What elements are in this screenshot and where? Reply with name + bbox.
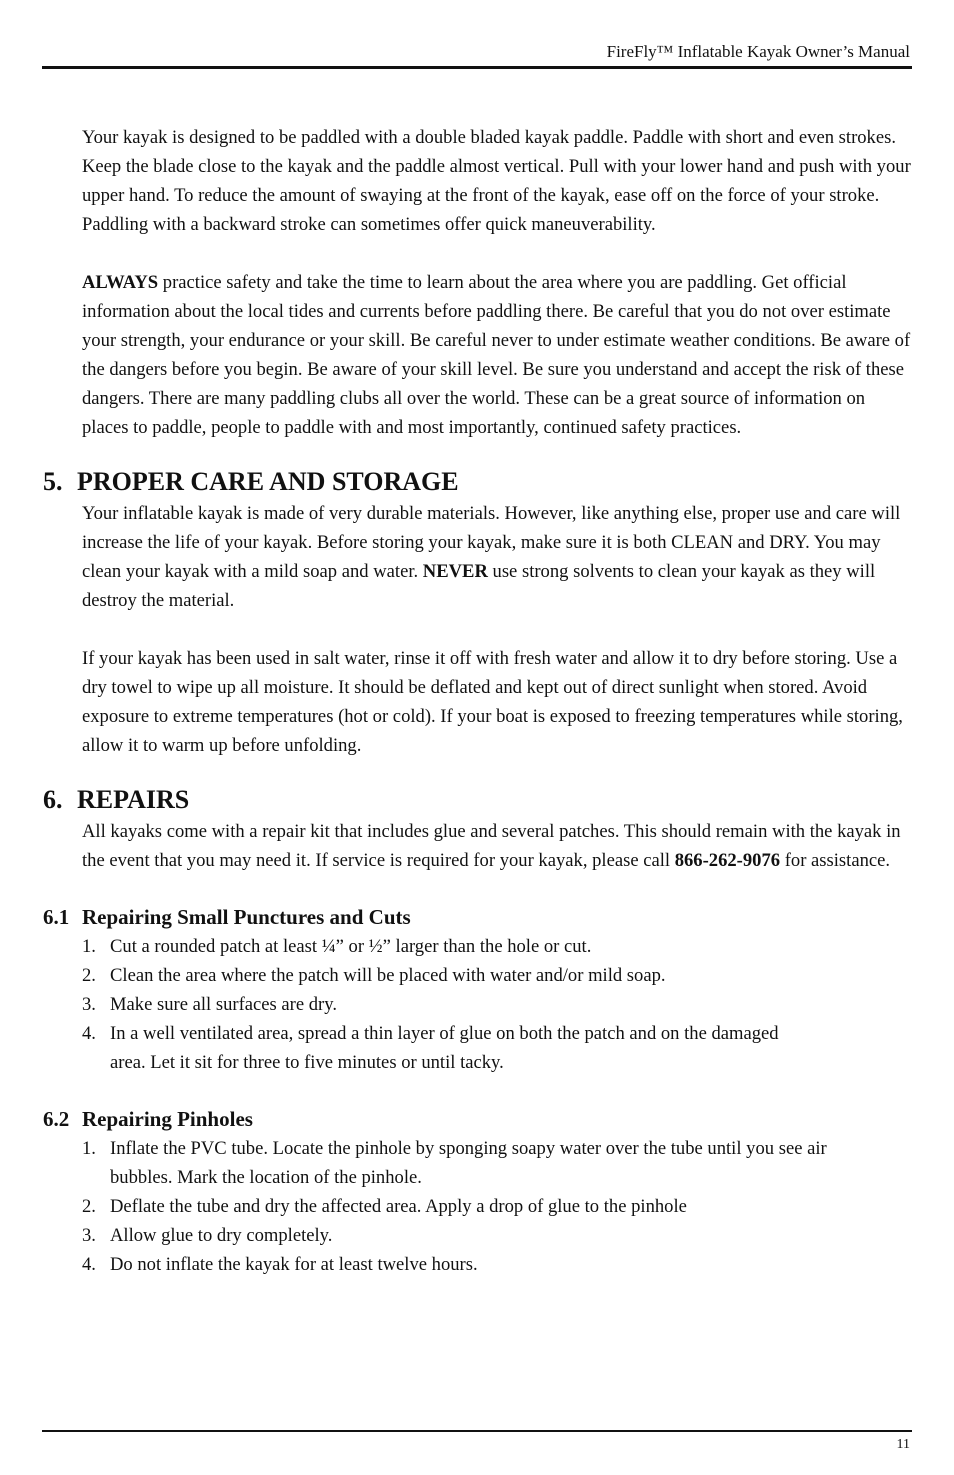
list-item-number: 3. [82,1225,96,1246]
list-item [82,1134,914,1192]
service-phone: 866-262-9076 [674,850,781,871]
page-content [43,123,914,1279]
list-item [82,932,914,961]
always-emphasis: ALWAYS [82,272,159,293]
section-6-2-title: Repairing Pinholes [82,1107,253,1131]
section-6-1-title: Repairing Small Punctures and Cuts [82,905,411,929]
list-item-text: Deflate the tube and dry the affected area. Apply a drop of glue to the pinhole [110,1196,687,1217]
list-item-number: 1. [82,1138,96,1159]
list-item-number: 4. [82,1023,96,1044]
never-emphasis: NEVER [422,561,488,582]
page-number: 11 [896,1437,910,1452]
storage-paragraph: If your kayak has been used in salt water, rinse it off with fresh water and allow it to dry before storing. Use a dry towel to wipe up all moisture. It should be deflated and kept out of direct sunlight when stored. Avoid exposure to extreme temperatures (hot or cold). If your boat is exposed to freezing temperatures while storing, allow it to warm up before unfolding. [82,648,903,756]
list-item-number: 4. [82,1254,96,1275]
list-item [82,990,914,1019]
repairs-paragraph [82,817,914,875]
page-header-title: FireFly™ Inflatable Kayak Owner’s Manual [606,42,910,61]
section-5-number: 5. [43,467,63,496]
list-item-text: Make sure all surfaces are dry. [110,994,337,1015]
footer-rule [42,1430,912,1432]
section-6-number: 6. [43,785,63,814]
list-item-text: Cut a rounded patch at least ¼” or ½” larger than the hole or cut. [110,936,592,957]
safety-paragraph [82,268,914,442]
list-item-number: 3. [82,994,96,1015]
list-item [82,1250,914,1279]
list-item-number: 2. [82,1196,96,1217]
list-item-text: Allow glue to dry completely. [110,1225,333,1246]
punctures-steps-list [82,932,914,1077]
care-paragraph [82,499,914,615]
section-6-heading [43,784,914,816]
care-paragraph-text-a: Your inflatable kayak is made of very durable materials. However, like anything else, proper use and care will increase the life of your kayak. Before storing your kayak, make sure it is both CLEAN and DRY. You may clean your kayak with a mild soap and water. [82,503,901,582]
paddling-paragraph: Your kayak is designed to be paddled with a double bladed kayak paddle. Paddle with short and even strokes. Keep the blade close to the kayak and the paddle almost vertical. Pull with your lower hand and push with your upper hand. To reduce the amount of swaying at the front of the kayak, ease off on the force of your stroke. Paddling with a backward stroke can sometimes offer quick maneuverability. [82,127,911,235]
list-item-text: Do not inflate the kayak for at least twelve hours. [110,1254,478,1275]
section-5-heading [43,466,914,498]
section-6-title: REPAIRS [77,785,190,814]
section-6-1-number: 6.1 [43,905,70,929]
list-item-text: In a well ventilated area, spread a thin layer of glue on both the patch and on the damaged area. Let it sit for three to five minutes or until tacky. [110,1023,779,1073]
section-6-2-number: 6.2 [43,1107,70,1131]
care-paragraph-text-b: use strong solvents to clean your kayak as they will destroy the material. [82,561,876,611]
list-item [82,1019,914,1077]
repairs-paragraph-text-b: for assistance. [780,850,891,871]
section-6-2-heading [43,1105,914,1134]
pinholes-steps-list [82,1134,914,1279]
list-item-text: Clean the area where the patch will be placed with water and/or mild soap. [110,965,666,986]
list-item [82,1192,914,1221]
list-item [82,1221,914,1250]
list-item-number: 2. [82,965,96,986]
section-6-1-heading [43,903,914,932]
section-5-title: PROPER CARE AND STORAGE [77,467,459,496]
list-item-number: 1. [82,936,96,957]
list-item [82,961,914,990]
header-rule [42,66,912,69]
repairs-paragraph-text-a: All kayaks come with a repair kit that includes glue and several patches. This should remain with the kayak in the event that you may need it. If service is required for your kayak, please call [82,821,901,871]
list-item-text: Inflate the PVC tube. Locate the pinhole by sponging soapy water over the tube until you see air bubbles. Mark the location of the pinhole. [110,1138,827,1188]
safety-paragraph-text: practice safety and take the time to learn about the area where you are paddling. Get official information about the local tides and currents before paddling there. Be careful that you do not over estimate your strength, your endurance or your skill. Be careful never to under estimate weather conditions. Be aware of the dangers before you begin. Be aware of your skill level. Be sure you understand and accept the risk of these dangers. There are many paddling clubs all over the world. These can be a great source of information on places to paddle, people to paddle with and most importantly, continued safety practices. [82,272,911,438]
